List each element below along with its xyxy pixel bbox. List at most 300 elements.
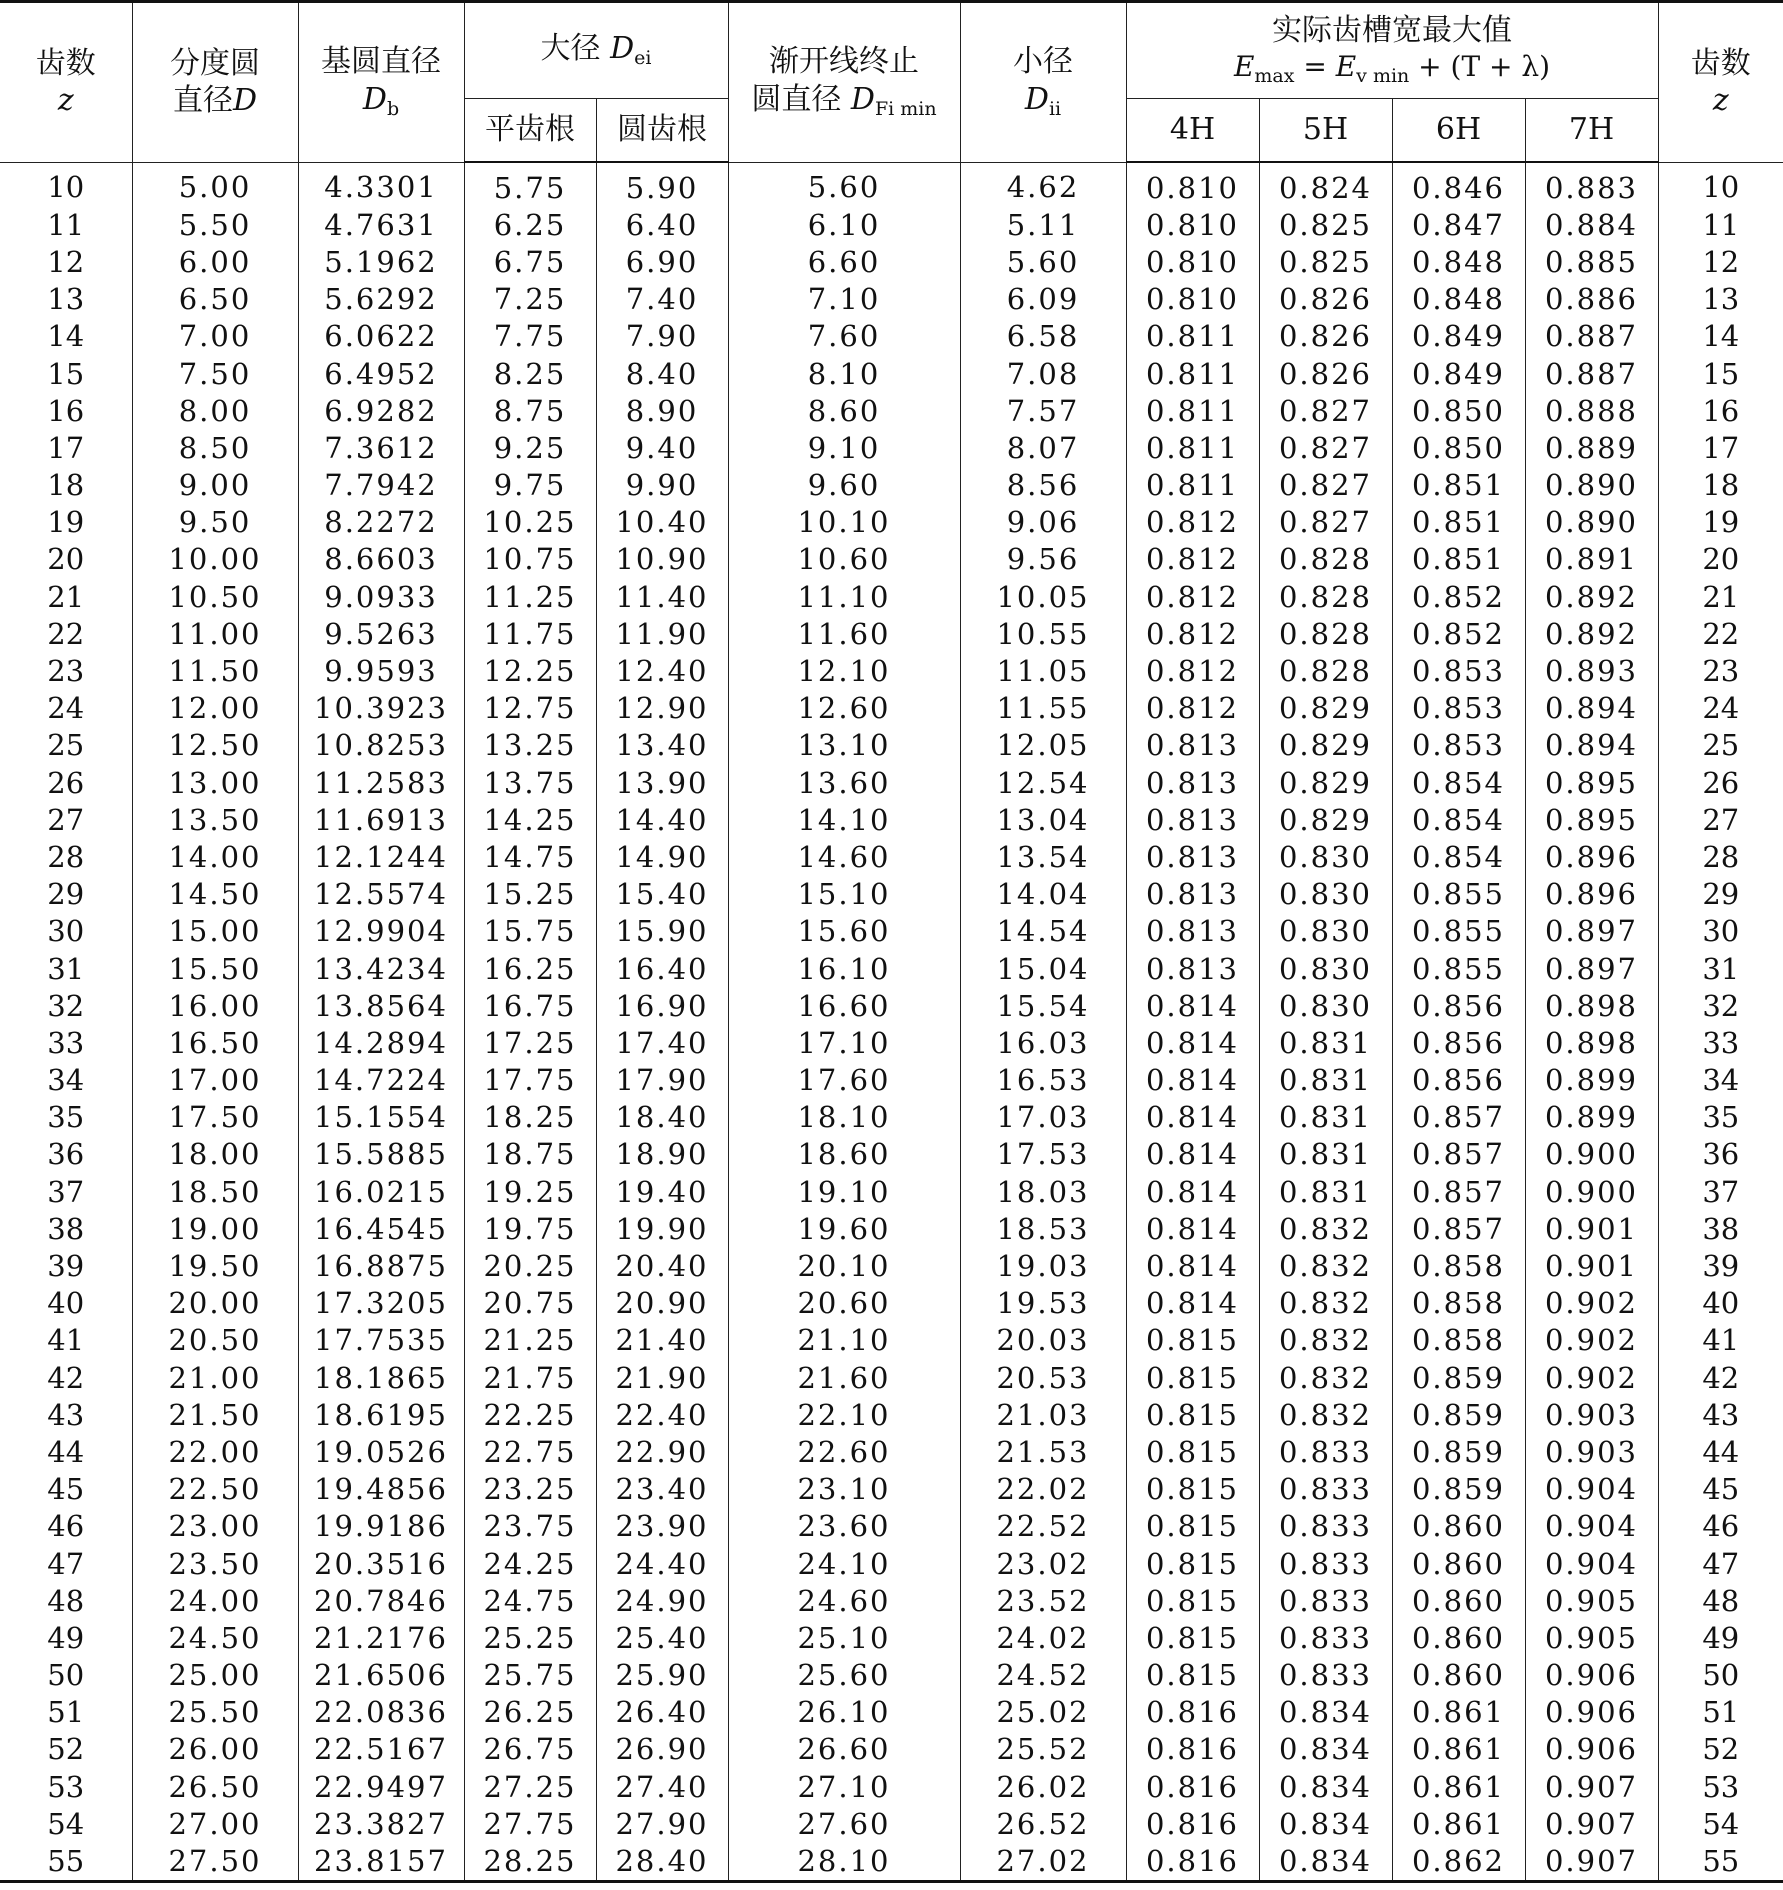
cell-involute-end-diameter: 21.60 — [728, 1359, 960, 1396]
cell-emax-5h: 0.833 — [1259, 1619, 1392, 1656]
cell-emax-6h: 0.860 — [1392, 1508, 1525, 1545]
table-row — [0, 1842, 1783, 1881]
cell-major-flat-root: 17.75 — [464, 1062, 596, 1099]
cell-emax-6h: 0.857 — [1392, 1173, 1525, 1210]
cell-emax-7h: 0.885 — [1525, 243, 1658, 280]
cell-pitch-diameter: 20.50 — [132, 1322, 298, 1359]
cell-major-flat-root: 12.25 — [464, 652, 596, 689]
cell-emax-5h: 0.827 — [1259, 467, 1392, 504]
cell-emax-6h: 0.849 — [1392, 318, 1525, 355]
cell-involute-end-diameter: 9.60 — [728, 467, 960, 504]
cell-emax-7h: 0.893 — [1525, 652, 1658, 689]
cell-major-flat-root: 12.75 — [464, 690, 596, 727]
cell-teeth: 38 — [0, 1210, 132, 1247]
table-row — [0, 281, 1783, 318]
cell-base-diameter: 18.1865 — [298, 1359, 464, 1396]
cell-emax-7h: 0.886 — [1525, 281, 1658, 318]
table-header — [0, 2, 1783, 163]
cell-base-diameter: 9.5263 — [298, 615, 464, 652]
cell-emax-7h: 0.890 — [1525, 504, 1658, 541]
cell-involute-end-diameter: 13.10 — [728, 727, 960, 764]
cell-pitch-diameter: 14.00 — [132, 838, 298, 875]
cell-pitch-diameter: 23.00 — [132, 1508, 298, 1545]
cell-major-flat-root: 14.75 — [464, 838, 596, 875]
cell-emax-4h: 0.816 — [1126, 1805, 1259, 1842]
cell-emax-7h: 0.904 — [1525, 1471, 1658, 1508]
cell-base-diameter: 21.2176 — [298, 1619, 464, 1656]
cell-emax-6h: 0.848 — [1392, 281, 1525, 318]
cell-base-diameter: 4.7631 — [298, 206, 464, 243]
cell-pitch-diameter: 17.50 — [132, 1099, 298, 1136]
cell-emax-5h: 0.828 — [1259, 615, 1392, 652]
cell-pitch-diameter: 25.00 — [132, 1657, 298, 1694]
cell-base-diameter: 12.5574 — [298, 876, 464, 913]
cell-pitch-diameter: 18.50 — [132, 1173, 298, 1210]
cell-major-flat-root: 22.75 — [464, 1433, 596, 1470]
cell-minor-diameter: 4.62 — [960, 162, 1126, 206]
cell-base-diameter: 5.6292 — [298, 281, 464, 318]
cell-teeth-repeat: 43 — [1658, 1396, 1783, 1433]
cell-emax-7h: 0.907 — [1525, 1842, 1658, 1881]
cell-minor-diameter: 6.58 — [960, 318, 1126, 355]
cell-teeth: 49 — [0, 1619, 132, 1656]
cell-teeth: 28 — [0, 838, 132, 875]
cell-base-diameter: 11.2583 — [298, 764, 464, 801]
cell-major-round-root: 16.90 — [596, 987, 728, 1024]
cell-emax-6h: 0.860 — [1392, 1545, 1525, 1582]
header-grade-7h: 7H — [1525, 99, 1658, 163]
cell-emax-5h: 0.834 — [1259, 1842, 1392, 1881]
cell-emax-7h: 0.906 — [1525, 1694, 1658, 1731]
cell-emax-5h: 0.833 — [1259, 1471, 1392, 1508]
cell-major-flat-root: 8.75 — [464, 392, 596, 429]
cell-emax-7h: 0.896 — [1525, 876, 1658, 913]
cell-minor-diameter: 26.52 — [960, 1805, 1126, 1842]
cell-minor-diameter: 14.54 — [960, 913, 1126, 950]
cell-minor-diameter: 10.05 — [960, 578, 1126, 615]
cell-emax-6h: 0.859 — [1392, 1359, 1525, 1396]
cell-minor-diameter: 23.52 — [960, 1582, 1126, 1619]
cell-minor-diameter: 22.02 — [960, 1471, 1126, 1508]
cell-involute-end-diameter: 15.10 — [728, 876, 960, 913]
cell-base-diameter: 7.7942 — [298, 467, 464, 504]
cell-teeth: 27 — [0, 801, 132, 838]
cell-emax-5h: 0.834 — [1259, 1731, 1392, 1768]
table-row — [0, 541, 1783, 578]
cell-emax-7h: 0.898 — [1525, 987, 1658, 1024]
cell-major-round-root: 5.90 — [596, 162, 728, 206]
cell-emax-5h: 0.833 — [1259, 1508, 1392, 1545]
cell-teeth-repeat: 24 — [1658, 690, 1783, 727]
cell-minor-diameter: 17.53 — [960, 1136, 1126, 1173]
cell-minor-diameter: 25.52 — [960, 1731, 1126, 1768]
cell-emax-7h: 0.903 — [1525, 1433, 1658, 1470]
header-round-root: 圆齿根 — [596, 99, 728, 163]
cell-emax-4h: 0.815 — [1126, 1657, 1259, 1694]
cell-emax-7h: 0.897 — [1525, 913, 1658, 950]
cell-major-round-root: 17.40 — [596, 1024, 728, 1061]
cell-emax-5h: 0.831 — [1259, 1173, 1392, 1210]
cell-major-round-root: 24.90 — [596, 1582, 728, 1619]
cell-teeth-repeat: 36 — [1658, 1136, 1783, 1173]
header-minor-diameter: 小径 $D_{ii}$ — [960, 2, 1126, 163]
cell-major-round-root: 22.40 — [596, 1396, 728, 1433]
cell-emax-6h: 0.856 — [1392, 987, 1525, 1024]
cell-teeth: 42 — [0, 1359, 132, 1396]
cell-emax-6h: 0.857 — [1392, 1210, 1525, 1247]
cell-involute-end-diameter: 18.10 — [728, 1099, 960, 1136]
cell-emax-6h: 0.855 — [1392, 950, 1525, 987]
cell-involute-end-diameter: 6.10 — [728, 206, 960, 243]
cell-emax-4h: 0.813 — [1126, 838, 1259, 875]
cell-teeth-repeat: 53 — [1658, 1768, 1783, 1805]
cell-major-flat-root: 15.75 — [464, 913, 596, 950]
cell-emax-4h: 0.815 — [1126, 1582, 1259, 1619]
cell-emax-5h: 0.832 — [1259, 1247, 1392, 1284]
cell-emax-7h: 0.904 — [1525, 1508, 1658, 1545]
cell-minor-diameter: 21.03 — [960, 1396, 1126, 1433]
cell-emax-6h: 0.860 — [1392, 1582, 1525, 1619]
cell-minor-diameter: 24.02 — [960, 1619, 1126, 1656]
cell-emax-5h: 0.827 — [1259, 504, 1392, 541]
cell-emax-4h: 0.815 — [1126, 1396, 1259, 1433]
cell-teeth-repeat: 27 — [1658, 801, 1783, 838]
cell-emax-6h: 0.847 — [1392, 206, 1525, 243]
cell-emax-5h: 0.830 — [1259, 987, 1392, 1024]
cell-teeth-repeat: 29 — [1658, 876, 1783, 913]
cell-base-diameter: 9.0933 — [298, 578, 464, 615]
cell-emax-4h: 0.813 — [1126, 764, 1259, 801]
table-row — [0, 652, 1783, 689]
cell-emax-5h: 0.830 — [1259, 950, 1392, 987]
cell-emax-4h: 0.811 — [1126, 355, 1259, 392]
cell-emax-7h: 0.906 — [1525, 1731, 1658, 1768]
cell-teeth-repeat: 13 — [1658, 281, 1783, 318]
cell-emax-4h: 0.813 — [1126, 913, 1259, 950]
cell-emax-6h: 0.855 — [1392, 876, 1525, 913]
cell-teeth-repeat: 32 — [1658, 987, 1783, 1024]
table-row — [0, 1322, 1783, 1359]
cell-involute-end-diameter: 19.60 — [728, 1210, 960, 1247]
cell-emax-7h: 0.907 — [1525, 1805, 1658, 1842]
cell-involute-end-diameter: 14.60 — [728, 838, 960, 875]
cell-major-flat-root: 7.75 — [464, 318, 596, 355]
cell-minor-diameter: 21.53 — [960, 1433, 1126, 1470]
cell-major-round-root: 14.90 — [596, 838, 728, 875]
cell-base-diameter: 10.3923 — [298, 690, 464, 727]
header-grade-5h: 5H — [1259, 99, 1392, 163]
table-row — [0, 876, 1783, 913]
cell-involute-end-diameter: 12.60 — [728, 690, 960, 727]
cell-major-round-root: 7.40 — [596, 281, 728, 318]
cell-pitch-diameter: 26.00 — [132, 1731, 298, 1768]
cell-major-flat-root: 20.25 — [464, 1247, 596, 1284]
cell-emax-5h: 0.832 — [1259, 1322, 1392, 1359]
cell-major-flat-root: 6.25 — [464, 206, 596, 243]
cell-involute-end-diameter: 8.60 — [728, 392, 960, 429]
cell-teeth: 30 — [0, 913, 132, 950]
cell-teeth: 10 — [0, 162, 132, 206]
cell-emax-6h: 0.856 — [1392, 1062, 1525, 1099]
cell-minor-diameter: 7.57 — [960, 392, 1126, 429]
cell-major-round-root: 16.40 — [596, 950, 728, 987]
cell-emax-5h: 0.831 — [1259, 1062, 1392, 1099]
header-teeth-right: 齿数 z — [1658, 2, 1783, 163]
cell-teeth: 15 — [0, 355, 132, 392]
cell-emax-4h: 0.814 — [1126, 1099, 1259, 1136]
table-row — [0, 504, 1783, 541]
cell-pitch-diameter: 19.50 — [132, 1247, 298, 1284]
cell-involute-end-diameter: 24.60 — [728, 1582, 960, 1619]
cell-base-diameter: 7.3612 — [298, 429, 464, 466]
table-row — [0, 467, 1783, 504]
cell-teeth: 46 — [0, 1508, 132, 1545]
cell-emax-5h: 0.832 — [1259, 1396, 1392, 1433]
cell-major-flat-root: 25.25 — [464, 1619, 596, 1656]
header-teeth-left: 齿数 z — [0, 2, 132, 163]
cell-pitch-diameter: 20.00 — [132, 1285, 298, 1322]
cell-teeth-repeat: 45 — [1658, 1471, 1783, 1508]
cell-major-round-root: 12.40 — [596, 652, 728, 689]
cell-teeth-repeat: 37 — [1658, 1173, 1783, 1210]
table-row — [0, 1285, 1783, 1322]
cell-emax-7h: 0.900 — [1525, 1173, 1658, 1210]
cell-emax-7h: 0.902 — [1525, 1285, 1658, 1322]
table-row — [0, 1805, 1783, 1842]
cell-base-diameter: 19.0526 — [298, 1433, 464, 1470]
cell-emax-7h: 0.906 — [1525, 1657, 1658, 1694]
table-row — [0, 1731, 1783, 1768]
cell-base-diameter: 19.9186 — [298, 1508, 464, 1545]
cell-major-flat-root: 26.75 — [464, 1731, 596, 1768]
cell-major-round-root: 11.40 — [596, 578, 728, 615]
cell-major-flat-root: 7.25 — [464, 281, 596, 318]
cell-teeth: 29 — [0, 876, 132, 913]
cell-minor-diameter: 17.03 — [960, 1099, 1126, 1136]
cell-emax-5h: 0.827 — [1259, 392, 1392, 429]
cell-emax-5h: 0.826 — [1259, 355, 1392, 392]
cell-teeth-repeat: 20 — [1658, 541, 1783, 578]
cell-emax-6h: 0.859 — [1392, 1433, 1525, 1470]
cell-teeth: 33 — [0, 1024, 132, 1061]
cell-major-round-root: 12.90 — [596, 690, 728, 727]
cell-emax-5h: 0.834 — [1259, 1805, 1392, 1842]
cell-emax-7h: 0.888 — [1525, 392, 1658, 429]
cell-pitch-diameter: 10.50 — [132, 578, 298, 615]
cell-emax-4h: 0.814 — [1126, 1062, 1259, 1099]
cell-emax-6h: 0.852 — [1392, 615, 1525, 652]
cell-major-round-root: 15.90 — [596, 913, 728, 950]
cell-involute-end-diameter: 16.60 — [728, 987, 960, 1024]
cell-major-round-root: 15.40 — [596, 876, 728, 913]
cell-emax-4h: 0.814 — [1126, 1285, 1259, 1322]
cell-teeth: 14 — [0, 318, 132, 355]
cell-pitch-diameter: 16.00 — [132, 987, 298, 1024]
cell-involute-end-diameter: 27.10 — [728, 1768, 960, 1805]
cell-base-diameter: 21.6506 — [298, 1657, 464, 1694]
cell-emax-7h: 0.903 — [1525, 1396, 1658, 1433]
cell-base-diameter: 12.1244 — [298, 838, 464, 875]
cell-minor-diameter: 5.11 — [960, 206, 1126, 243]
cell-teeth: 31 — [0, 950, 132, 987]
cell-emax-5h: 0.825 — [1259, 243, 1392, 280]
cell-pitch-diameter: 7.50 — [132, 355, 298, 392]
cell-teeth: 50 — [0, 1657, 132, 1694]
cell-involute-end-diameter: 14.10 — [728, 801, 960, 838]
cell-involute-end-diameter: 11.10 — [728, 578, 960, 615]
cell-major-flat-root: 8.25 — [464, 355, 596, 392]
table-row — [0, 1471, 1783, 1508]
table-row — [0, 243, 1783, 280]
cell-emax-4h: 0.811 — [1126, 392, 1259, 429]
cell-major-flat-root: 16.75 — [464, 987, 596, 1024]
cell-major-round-root: 21.40 — [596, 1322, 728, 1359]
cell-minor-diameter: 9.06 — [960, 504, 1126, 541]
cell-teeth-repeat: 19 — [1658, 504, 1783, 541]
cell-emax-5h: 0.824 — [1259, 162, 1392, 206]
cell-involute-end-diameter: 9.10 — [728, 429, 960, 466]
table-body — [0, 162, 1783, 1881]
cell-involute-end-diameter: 5.60 — [728, 162, 960, 206]
cell-major-flat-root: 13.25 — [464, 727, 596, 764]
cell-emax-5h: 0.830 — [1259, 876, 1392, 913]
cell-teeth: 32 — [0, 987, 132, 1024]
header-involute-end-diameter: 渐开线终止 圆直径 $D_{Fi min}$ — [728, 2, 960, 163]
header-grade-6h: 6H — [1392, 99, 1525, 163]
header-emax: 实际齿槽宽最大值 $E_{max} = E_{v min} + (T + \lambda)$ — [1126, 2, 1658, 99]
cell-emax-4h: 0.810 — [1126, 206, 1259, 243]
cell-involute-end-diameter: 10.60 — [728, 541, 960, 578]
cell-major-round-root: 26.90 — [596, 1731, 728, 1768]
cell-pitch-diameter: 21.00 — [132, 1359, 298, 1396]
cell-teeth: 54 — [0, 1805, 132, 1842]
cell-teeth-repeat: 26 — [1658, 764, 1783, 801]
cell-major-round-root: 11.90 — [596, 615, 728, 652]
cell-emax-5h: 0.828 — [1259, 652, 1392, 689]
cell-teeth: 16 — [0, 392, 132, 429]
cell-pitch-diameter: 15.50 — [132, 950, 298, 987]
cell-major-round-root: 6.40 — [596, 206, 728, 243]
table-row — [0, 1396, 1783, 1433]
cell-teeth: 37 — [0, 1173, 132, 1210]
cell-emax-6h: 0.855 — [1392, 913, 1525, 950]
cell-major-flat-root: 27.75 — [464, 1805, 596, 1842]
cell-emax-4h: 0.815 — [1126, 1322, 1259, 1359]
cell-minor-diameter: 26.02 — [960, 1768, 1126, 1805]
cell-base-diameter: 6.0622 — [298, 318, 464, 355]
table-row — [0, 987, 1783, 1024]
table-row — [0, 1694, 1783, 1731]
cell-teeth: 23 — [0, 652, 132, 689]
cell-major-round-root: 13.90 — [596, 764, 728, 801]
cell-teeth-repeat: 54 — [1658, 1805, 1783, 1842]
cell-minor-diameter: 14.04 — [960, 876, 1126, 913]
cell-major-round-root: 10.40 — [596, 504, 728, 541]
cell-involute-end-diameter: 23.10 — [728, 1471, 960, 1508]
cell-pitch-diameter: 5.00 — [132, 162, 298, 206]
cell-teeth: 17 — [0, 429, 132, 466]
cell-emax-7h: 0.892 — [1525, 615, 1658, 652]
cell-involute-end-diameter: 25.10 — [728, 1619, 960, 1656]
cell-emax-4h: 0.812 — [1126, 690, 1259, 727]
cell-teeth-repeat: 49 — [1658, 1619, 1783, 1656]
cell-emax-7h: 0.884 — [1525, 206, 1658, 243]
cell-emax-6h: 0.851 — [1392, 541, 1525, 578]
cell-minor-diameter: 7.08 — [960, 355, 1126, 392]
cell-emax-4h: 0.813 — [1126, 950, 1259, 987]
cell-emax-7h: 0.899 — [1525, 1062, 1658, 1099]
cell-emax-5h: 0.828 — [1259, 541, 1392, 578]
cell-emax-7h: 0.898 — [1525, 1024, 1658, 1061]
cell-emax-5h: 0.834 — [1259, 1694, 1392, 1731]
cell-major-flat-root: 20.75 — [464, 1285, 596, 1322]
table-row — [0, 801, 1783, 838]
table-row — [0, 578, 1783, 615]
cell-involute-end-diameter: 13.60 — [728, 764, 960, 801]
cell-emax-4h: 0.814 — [1126, 1210, 1259, 1247]
cell-major-round-root: 13.40 — [596, 727, 728, 764]
cell-minor-diameter: 8.07 — [960, 429, 1126, 466]
cell-minor-diameter: 19.53 — [960, 1285, 1126, 1322]
cell-base-diameter: 17.3205 — [298, 1285, 464, 1322]
header-base-diameter: 基圆直径 $D_b$ — [298, 2, 464, 163]
cell-emax-6h: 0.850 — [1392, 392, 1525, 429]
cell-teeth-repeat: 47 — [1658, 1545, 1783, 1582]
cell-emax-4h: 0.814 — [1126, 1247, 1259, 1284]
cell-emax-7h: 0.890 — [1525, 467, 1658, 504]
cell-teeth: 52 — [0, 1731, 132, 1768]
cell-emax-5h: 0.828 — [1259, 578, 1392, 615]
cell-major-round-root: 23.90 — [596, 1508, 728, 1545]
table-row — [0, 162, 1783, 206]
cell-teeth-repeat: 30 — [1658, 913, 1783, 950]
table-row — [0, 1210, 1783, 1247]
cell-teeth-repeat: 40 — [1658, 1285, 1783, 1322]
cell-emax-5h: 0.834 — [1259, 1768, 1392, 1805]
cell-emax-5h: 0.832 — [1259, 1285, 1392, 1322]
cell-major-flat-root: 6.75 — [464, 243, 596, 280]
cell-emax-4h: 0.812 — [1126, 615, 1259, 652]
cell-teeth-repeat: 48 — [1658, 1582, 1783, 1619]
cell-base-diameter: 16.0215 — [298, 1173, 464, 1210]
cell-emax-5h: 0.833 — [1259, 1545, 1392, 1582]
cell-base-diameter: 8.6603 — [298, 541, 464, 578]
cell-major-flat-root: 18.25 — [464, 1099, 596, 1136]
cell-emax-5h: 0.826 — [1259, 281, 1392, 318]
cell-major-flat-root: 25.75 — [464, 1657, 596, 1694]
cell-emax-7h: 0.895 — [1525, 764, 1658, 801]
cell-teeth: 11 — [0, 206, 132, 243]
table-row — [0, 727, 1783, 764]
cell-emax-4h: 0.815 — [1126, 1471, 1259, 1508]
cell-pitch-diameter: 25.50 — [132, 1694, 298, 1731]
cell-emax-4h: 0.816 — [1126, 1768, 1259, 1805]
table-row — [0, 913, 1783, 950]
cell-teeth-repeat: 52 — [1658, 1731, 1783, 1768]
cell-major-flat-root: 13.75 — [464, 764, 596, 801]
table-row — [0, 1768, 1783, 1805]
cell-minor-diameter: 20.53 — [960, 1359, 1126, 1396]
cell-teeth: 43 — [0, 1396, 132, 1433]
cell-major-round-root: 8.90 — [596, 392, 728, 429]
cell-pitch-diameter: 12.50 — [132, 727, 298, 764]
cell-emax-6h: 0.858 — [1392, 1247, 1525, 1284]
cell-emax-6h: 0.851 — [1392, 467, 1525, 504]
cell-major-round-root: 17.90 — [596, 1062, 728, 1099]
cell-teeth-repeat: 38 — [1658, 1210, 1783, 1247]
cell-teeth-repeat: 23 — [1658, 652, 1783, 689]
table-row — [0, 1247, 1783, 1284]
